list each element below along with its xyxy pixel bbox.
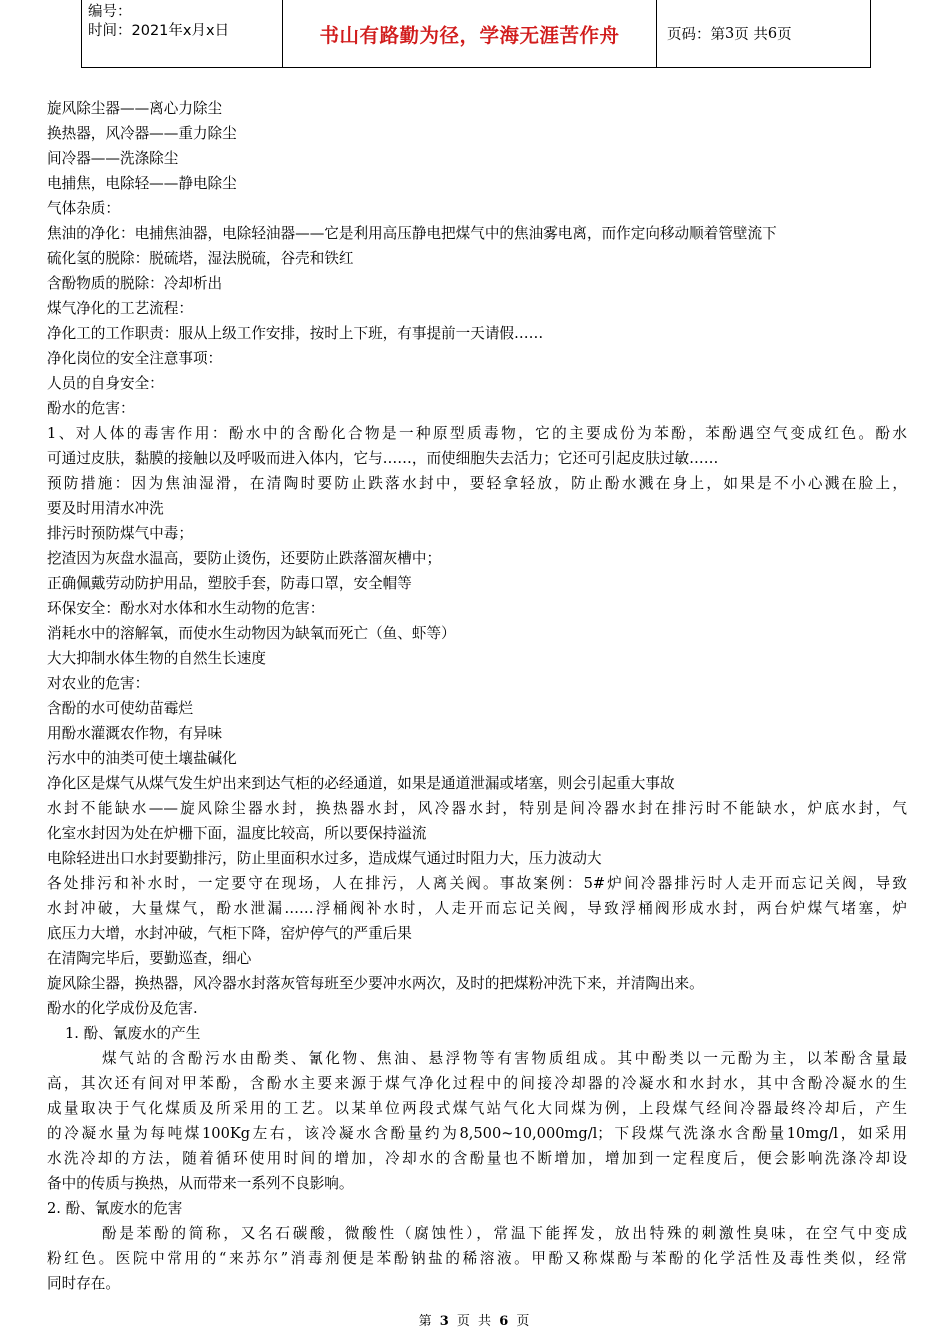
text-line: 化室水封因为处在炉栅下面，温度比较高，所以要保持溢流 (47, 825, 427, 842)
text-line: 酚水的危害： (47, 400, 135, 417)
text-line: 水洗冷却的方法，随着循环使用时间的增加，冷却水的含酚量也不断增加，增加到一定程度后，便会影响洗涤冷却设 (47, 1150, 907, 1167)
text-line: 环保安全：酚水对水体和水生动物的危害： (47, 600, 325, 617)
text-line: 备中的传质与换热，从而带来一系列不良影响。 (47, 1175, 354, 1192)
text-line: 净化岗位的安全注意事项： (47, 350, 223, 367)
text-line: 硫化氢的脱除：脱硫塔，湿法脱硫，谷壳和铁红 (47, 250, 354, 267)
text-line: 人员的自身安全： (47, 375, 164, 392)
footer-mid: 页 共 (456, 1314, 494, 1329)
text-line: 消耗水中的溶解氧，而使水生动物因为缺氧而死亡（鱼、虾等） (47, 625, 456, 642)
text-line: 水封冲破，大量煤气，酚水泄漏……浮桶阀补水时，人走开而忘记关阀，导致浮桶阀形成水封，两台炉煤气堵塞，炉 (47, 900, 907, 917)
page-current: 3 (725, 25, 735, 42)
text-line: 排污时预防煤气中毒； (47, 525, 193, 542)
text-line: 含酚物质的脱除：冷却析出 (47, 275, 223, 292)
footer-suffix: 页 (516, 1314, 532, 1329)
text-line: 电捕焦，电除轻——静电除尘 (47, 175, 237, 192)
text-line: 气体杂质： (47, 200, 120, 217)
text-line: 含酚的水可使幼苗霉烂 (47, 700, 193, 717)
text-line: 粉红色。医院中常用的“来苏尔”消毒剂便是苯酚钠盐的稀溶液。甲酚又称煤酚与苯酚的化学活性及毒性类似，经常 (47, 1250, 907, 1267)
footer-total: 6 (499, 1314, 511, 1329)
text-line: 在清陶完毕后，要勤巡查，细心 (47, 950, 252, 967)
footer-prefix: 第 (418, 1314, 434, 1329)
text-line: 可通过皮肤，黏膜的接触以及呼吸而进入体内，它与……，而使细胞失去活力；它还可引起皮肤过敏…… (47, 450, 719, 467)
text-line: 的冷凝水量为每吨煤100Kg左右，该冷凝水含酚量约为8,500~10,000mg/l；下段煤气洗涤水含酚量10mg/l，如采用 (47, 1125, 907, 1142)
text-line: 要及时用清水冲洗 (47, 500, 164, 517)
section-heading: 2. 酚、氰废水的危害 (47, 1200, 183, 1217)
text-line: 电除轻进出口水封要勤排污，防止里面积水过多，造成煤气通过时阻力大，压力波动大 (47, 850, 602, 867)
text-line: 大大抑制水体生物的自然生长速度 (47, 650, 266, 667)
text-line: 高，其次还有间对甲苯酚，含酚水主要来源于煤气净化过程中的间接冷却器的冷凝水和水封水，其中含酚冷凝水的生 (47, 1075, 907, 1092)
header-meta-cell (82, 0, 283, 67)
footer-current: 3 (439, 1314, 451, 1329)
page-suffix: 页 (777, 27, 792, 43)
page-prefix: 页码：第 (667, 27, 725, 43)
text-line: 煤气净化的工艺流程： (47, 300, 193, 317)
text-line: 酚是苯酚的简称，又名石碳酸，微酸性（腐蚀性），常温下能挥发，放出特殊的刺激性臭味，在空气中变成 (102, 1225, 907, 1242)
text-line: 底压力大增，水封冲破，气柜下降，窑炉停气的严重后果 (47, 925, 412, 942)
text-line: 用酚水灌溉农作物，有异味 (47, 725, 223, 742)
text-line: 换热器，风冷器——重力除尘 (47, 125, 237, 142)
text-line: 旋风除尘器，换热器，风冷器水封落灰管每班至少要冲水两次，及时的把煤粉冲洗下来，并清陶出来。 (47, 975, 704, 992)
text-line: 污水中的油类可使土壤盐碱化 (47, 750, 237, 767)
text-line: 净化工的工作职责：服从上级工作安排，按时上下班，有事提前一天请假…… (47, 325, 544, 342)
text-line: 挖渣因为灰盘水温高，要防止烫伤，还要防止跌落溜灰槽中； (47, 550, 442, 567)
header-table (81, 0, 871, 68)
text-line: 净化区是煤气从煤气发生炉出来到达气柜的必经通道，如果是通道泄漏或堵塞，则会引起重大事故 (47, 775, 675, 792)
page-mid: 页 共 (734, 27, 768, 43)
text-line: 同时存在。 (47, 1275, 120, 1292)
text-line: 对农业的危害： (47, 675, 150, 692)
text-line: 各处排污和补水时，一定要守在现场，人在排污，人离关阀。事故案例：5#炉间冷器排污时人走开而忘记关阀，导致 (47, 875, 907, 892)
text-line: 1、对人体的毒害作用：酚水中的含酚化合物是一种原型质毒物，它的主要成份为苯酚，苯酚遇空气变成红色。酚水 (47, 425, 907, 442)
document-body (47, 96, 907, 1296)
text-line: 间冷器——洗涤除尘 (47, 150, 179, 167)
time-label: 时间：2021年x月x日 (88, 23, 230, 39)
number-label: 编号： (88, 4, 132, 20)
section-heading: 1. 酚、氰废水的产生 (65, 1025, 201, 1042)
page-total: 6 (767, 25, 778, 42)
text-line: 正确佩戴劳动防护用品，塑胶手套，防毒口罩，安全帽等 (47, 575, 412, 592)
text-line: 焦油的净化：电捕焦油器，电除轻油器——它是利用高压静电把煤气中的焦油雾电离，而作定向移动顺着管壁流下 (47, 225, 777, 242)
text-line: 旋风除尘器——离心力除尘 (47, 100, 223, 117)
text-line: 酚水的化学成份及危害. (47, 1000, 198, 1017)
page-footer (0, 1310, 950, 1329)
header-page-info (657, 0, 870, 67)
text-line: 水封不能缺水——旋风除尘器水封，换热器水封，风冷器水封，特别是间冷器水封在排污时不能缺水，炉底水封，气 (47, 800, 907, 817)
text-line: 煤气站的含酚污水由酚类、氰化物、焦油、悬浮物等有害物质组成。其中酚类以一元酚为主，以苯酚含量最 (102, 1050, 907, 1067)
text-line: 预防措施：因为焦油湿滑，在清陶时要防止跌落水封中，要轻拿轻放，防止酚水溅在身上，如果是不小心溅在脸上， (47, 475, 907, 492)
text-line: 成量取决于气化煤质及所采用的工艺。以某单位两段式煤气站气化大同煤为例，上段煤气经间冷器最终冷却后，产生 (47, 1100, 907, 1117)
header-motto: 书山有路勤为径，学海无涯苦作舟 (283, 0, 657, 67)
